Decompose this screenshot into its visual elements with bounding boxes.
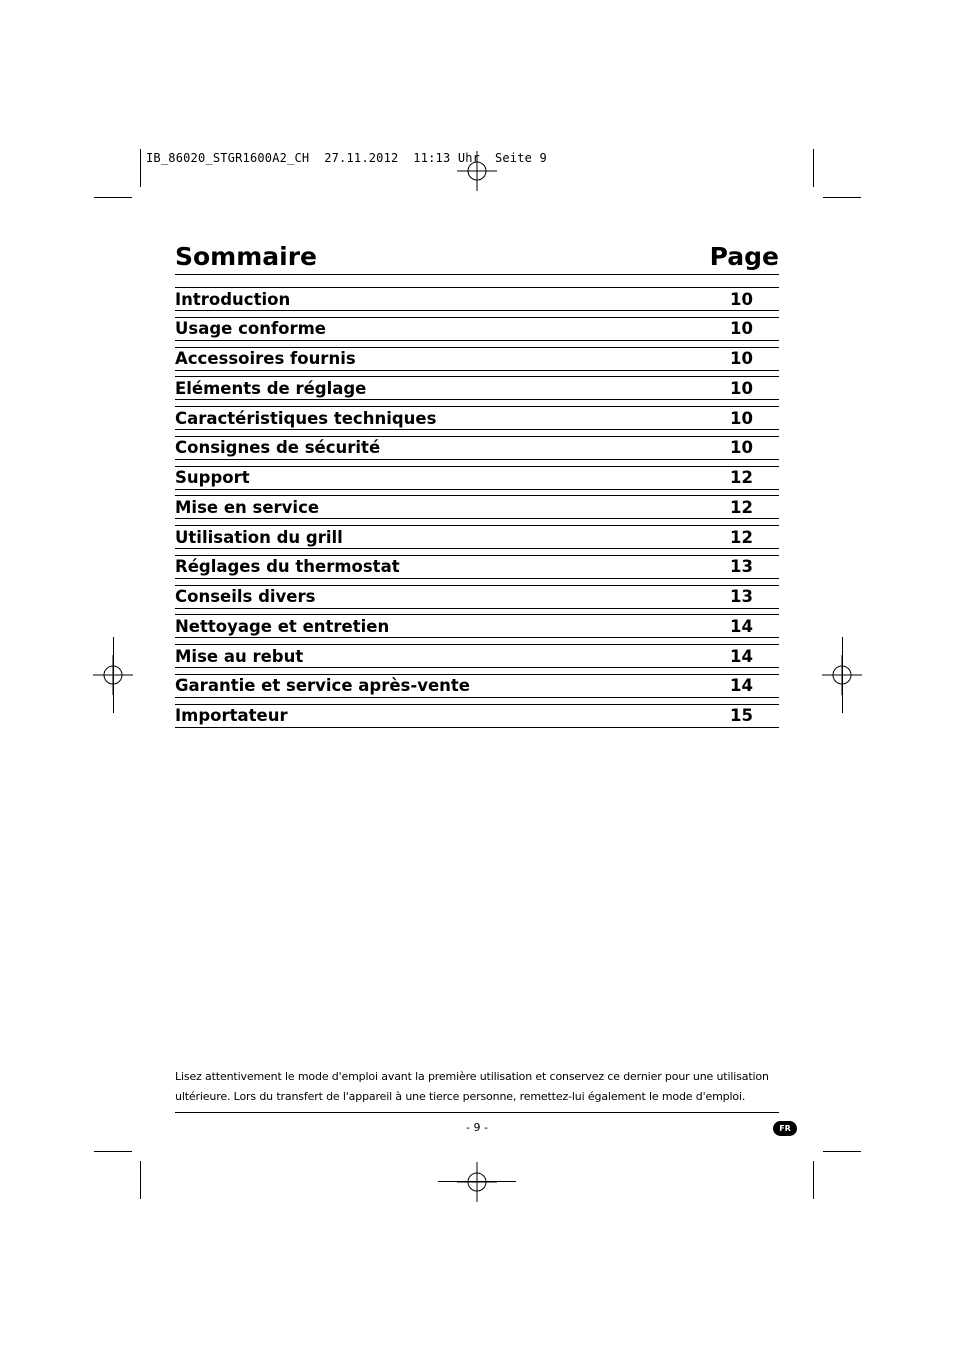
toc-entry-page: 10	[730, 289, 753, 309]
toc-entry[interactable]	[175, 317, 779, 341]
toc-entry-label: Mise au rebut	[175, 646, 304, 666]
toc-entry-label: Utilisation du grill	[175, 527, 343, 547]
toc-entry[interactable]	[175, 644, 779, 668]
crop-mark	[140, 149, 141, 187]
print-slug: IB_86020_STGR1600A2_CH 27.11.2012 11:13 Uhr Seite 9	[146, 151, 547, 165]
registration-mark-icon	[457, 1162, 497, 1202]
registration-stem	[113, 637, 114, 713]
toc-entry[interactable]	[175, 406, 779, 430]
toc-page-column-title: Page	[709, 242, 779, 271]
crop-mark	[823, 1151, 861, 1152]
registration-stem	[438, 1181, 516, 1182]
crop-mark	[823, 197, 861, 198]
footer-divider	[175, 1112, 779, 1113]
crop-mark	[94, 1151, 132, 1152]
usage-note	[175, 1067, 779, 1107]
toc-entry-label: Importateur	[175, 706, 288, 725]
usage-note-line: ultérieure. Lors du transfert de l'appareil à une tierce personne, remettez-lui également le mode d'emploi.	[175, 1090, 746, 1103]
toc-entry-page: 10	[730, 408, 753, 428]
toc-entry-page: 12	[730, 468, 753, 487]
crop-mark	[813, 1161, 814, 1199]
toc-entry[interactable]	[175, 525, 779, 549]
registration-mark-icon	[457, 151, 497, 191]
toc-entry-label: Usage conforme	[175, 319, 326, 339]
toc-entry-label: Nettoyage et entretien	[175, 616, 390, 636]
toc-entry-label: Garantie et service après-vente	[175, 676, 470, 696]
crop-mark	[140, 1161, 141, 1199]
toc-entry[interactable]	[175, 555, 779, 579]
toc-title: Sommaire	[175, 242, 318, 271]
toc-entry[interactable]	[175, 674, 779, 698]
toc-entry-page: 15	[730, 706, 753, 725]
crop-mark	[94, 197, 132, 198]
page-number: - 9 -	[466, 1121, 488, 1134]
toc-entry[interactable]	[175, 495, 779, 519]
toc-entry-page: 14	[730, 646, 753, 666]
toc-heading	[175, 240, 779, 275]
toc-entry[interactable]	[175, 287, 779, 311]
language-badge: FR	[773, 1121, 797, 1136]
toc-entry-label: Introduction	[175, 289, 291, 309]
toc-entry[interactable]	[175, 466, 779, 490]
toc-entry-page: 10	[730, 319, 753, 339]
toc-entry[interactable]	[175, 614, 779, 638]
toc-entry[interactable]	[175, 347, 779, 371]
toc-entry[interactable]	[175, 585, 779, 609]
crop-mark	[813, 149, 814, 187]
toc-entry[interactable]	[175, 436, 779, 460]
toc-entry-page: 13	[730, 557, 753, 577]
toc-entry-page: 12	[730, 527, 753, 547]
toc-entry-page: 10	[730, 438, 753, 458]
table-of-contents	[175, 287, 779, 733]
toc-entry-label: Support	[175, 468, 250, 487]
toc-entry-page: 10	[730, 349, 753, 368]
toc-entry-page: 10	[730, 378, 753, 398]
toc-entry-label: Accessoires fournis	[175, 349, 356, 368]
toc-entry-label: Mise en service	[175, 497, 320, 517]
toc-entry-page: 14	[730, 676, 753, 696]
toc-entry-label: Réglages du thermostat	[175, 557, 400, 577]
toc-entry-label: Conseils divers	[175, 587, 316, 606]
toc-entry-label: Caractéristiques techniques	[175, 408, 437, 428]
toc-entry-page: 13	[730, 587, 753, 606]
toc-entry-label: Consignes de sécurité	[175, 438, 381, 458]
toc-entry[interactable]	[175, 704, 779, 728]
toc-entry[interactable]	[175, 376, 779, 400]
toc-entry-label: Eléments de réglage	[175, 378, 367, 398]
registration-stem	[842, 637, 843, 713]
toc-entry-page: 12	[730, 497, 753, 517]
toc-entry-page: 14	[730, 616, 753, 636]
usage-note-line: Lisez attentivement le mode d'emploi avant la première utilisation et conservez ce dernier pour une utilisation	[175, 1070, 769, 1083]
